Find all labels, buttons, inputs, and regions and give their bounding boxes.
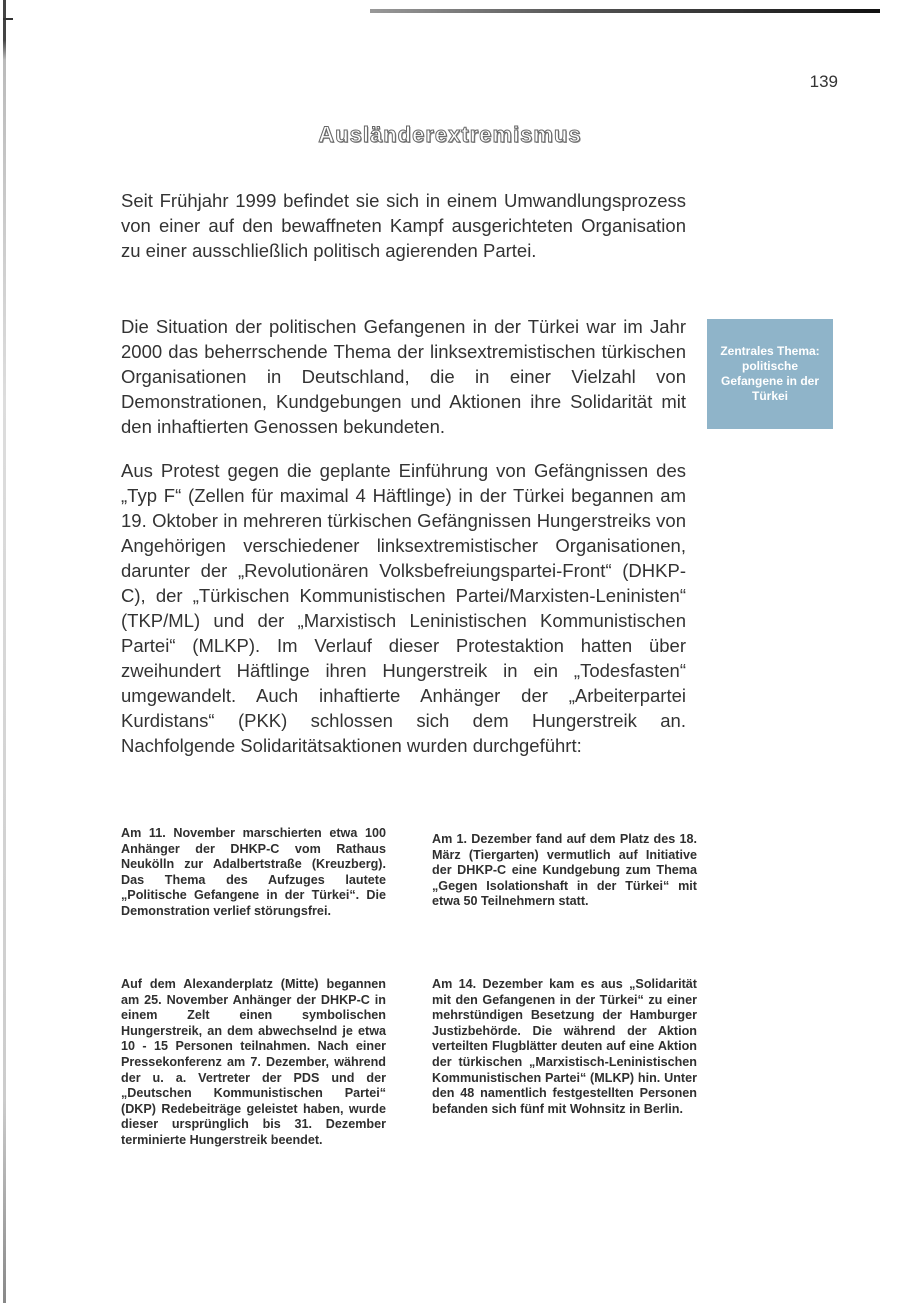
section-title: Ausländerextremismus <box>318 122 582 147</box>
paragraph-situation: Die Situation der politischen Gefangenen in der Türkei war im Jahr 2000 das beherrschende Thema der linksextremistischen türkischen Organisationen in Deutschland, die in einer Vielzahl von Demonstrationen, Kundgebungen und Aktionen ihre Solidarität mit den inhaftierten Genossen bekundeten. <box>121 316 686 437</box>
scan-top-edge <box>370 9 880 13</box>
margin-note-box <box>707 319 833 429</box>
left-column-item: Auf dem Alexanderplatz (Mitte) begannen am 25. November Anhänger der DHKP-C in einem Zelt einen symbolischen Hungerstreik, an dem abwechselnd je etwa 10 - 15 Personen teilnahmen. Nach einer Pressekonferenz am 7. Dezember, während der u. a. Vertreter der PDS und der „Deutschen Kommunistischen Partei“ (DKP) Redebeiträge geleistet haben, wurde dieser ursprünglich bis 31. Dezember terminierte Hungerstreik beendet. <box>121 977 386 1147</box>
margin-note-text: Zentrales Thema: politische Gefangene in der Türkei <box>720 344 820 403</box>
right-column-item: Am 1. Dezember fand auf dem Platz des 18. März (Tiergarten) vermutlich auf Initiative der DHKP-C eine Kundgebung zum Thema „Gegen Isolationshaft in der Türkei“ mit etwa 50 Teilnehmern statt. <box>432 832 697 909</box>
scan-corner-mark <box>3 18 13 20</box>
scan-left-edge <box>3 0 6 1303</box>
left-column-item: Am 11. November marschierten etwa 100 Anhänger der DHKP-C vom Rathaus Neukölln zur Adalbertstraße (Kreuzberg). Das Thema des Aufzuges lautete „Politische Gefangene in der Türkei“. Die Demonstration verlief störungsfrei. <box>121 826 386 918</box>
paragraph-protest: Aus Protest gegen die geplante Einführung von Gefängnissen des „Typ F“ (Zellen für maximal 4 Häftlinge) in der Türkei begannen am 19. Oktober in mehreren türkischen Gefängnissen Hungerstreiks von Angehörigen verschiedener linksextremistischer Organisationen, darunter der „Revolutionären Volksbefreiungspartei-Front“ (DHKP-C), der „Türkischen Kommunistischen Partei/Marxisten-Leninisten“ (TKP/ML) und der „Marxistisch Leninistischen Kommunistischen Partei“ (MLKP). Im Verlauf dieser Protestaktion hatten über zweihundert Häftlinge ihren Hungerstreik in ein „Todesfasten“ umgewandelt. Auch inhaftierte Anhänger der „Arbeiterpartei Kurdistans“ (PKK) schlossen sich dem Hungerstreik an. Nachfolgende Solidaritätsaktionen wurden durchgeführt: <box>121 460 686 756</box>
page-number: 139 <box>809 72 838 91</box>
right-column-item: Am 14. Dezember kam es aus „Solidarität mit den Gefangenen in der Türkei“ zu einer mehrstündigen Besetzung der Hamburger Justizbehörde. Die während der Aktion verteilten Flugblätter deuten auf eine Aktion der türkischen „Marxistisch-Leninistischen Kommunistischen Partei“ (MLKP) hin. Unter den 48 namentlich festgestellten Personen befanden sich fünf mit Wohnsitz in Berlin. <box>432 977 697 1116</box>
paragraph-intro: Seit Frühjahr 1999 befindet sie sich in einem Umwandlungsprozess von einer auf den bewaffneten Kampf ausgerichteten Organisation zu einer ausschließlich politisch agierenden Partei. <box>121 190 686 261</box>
